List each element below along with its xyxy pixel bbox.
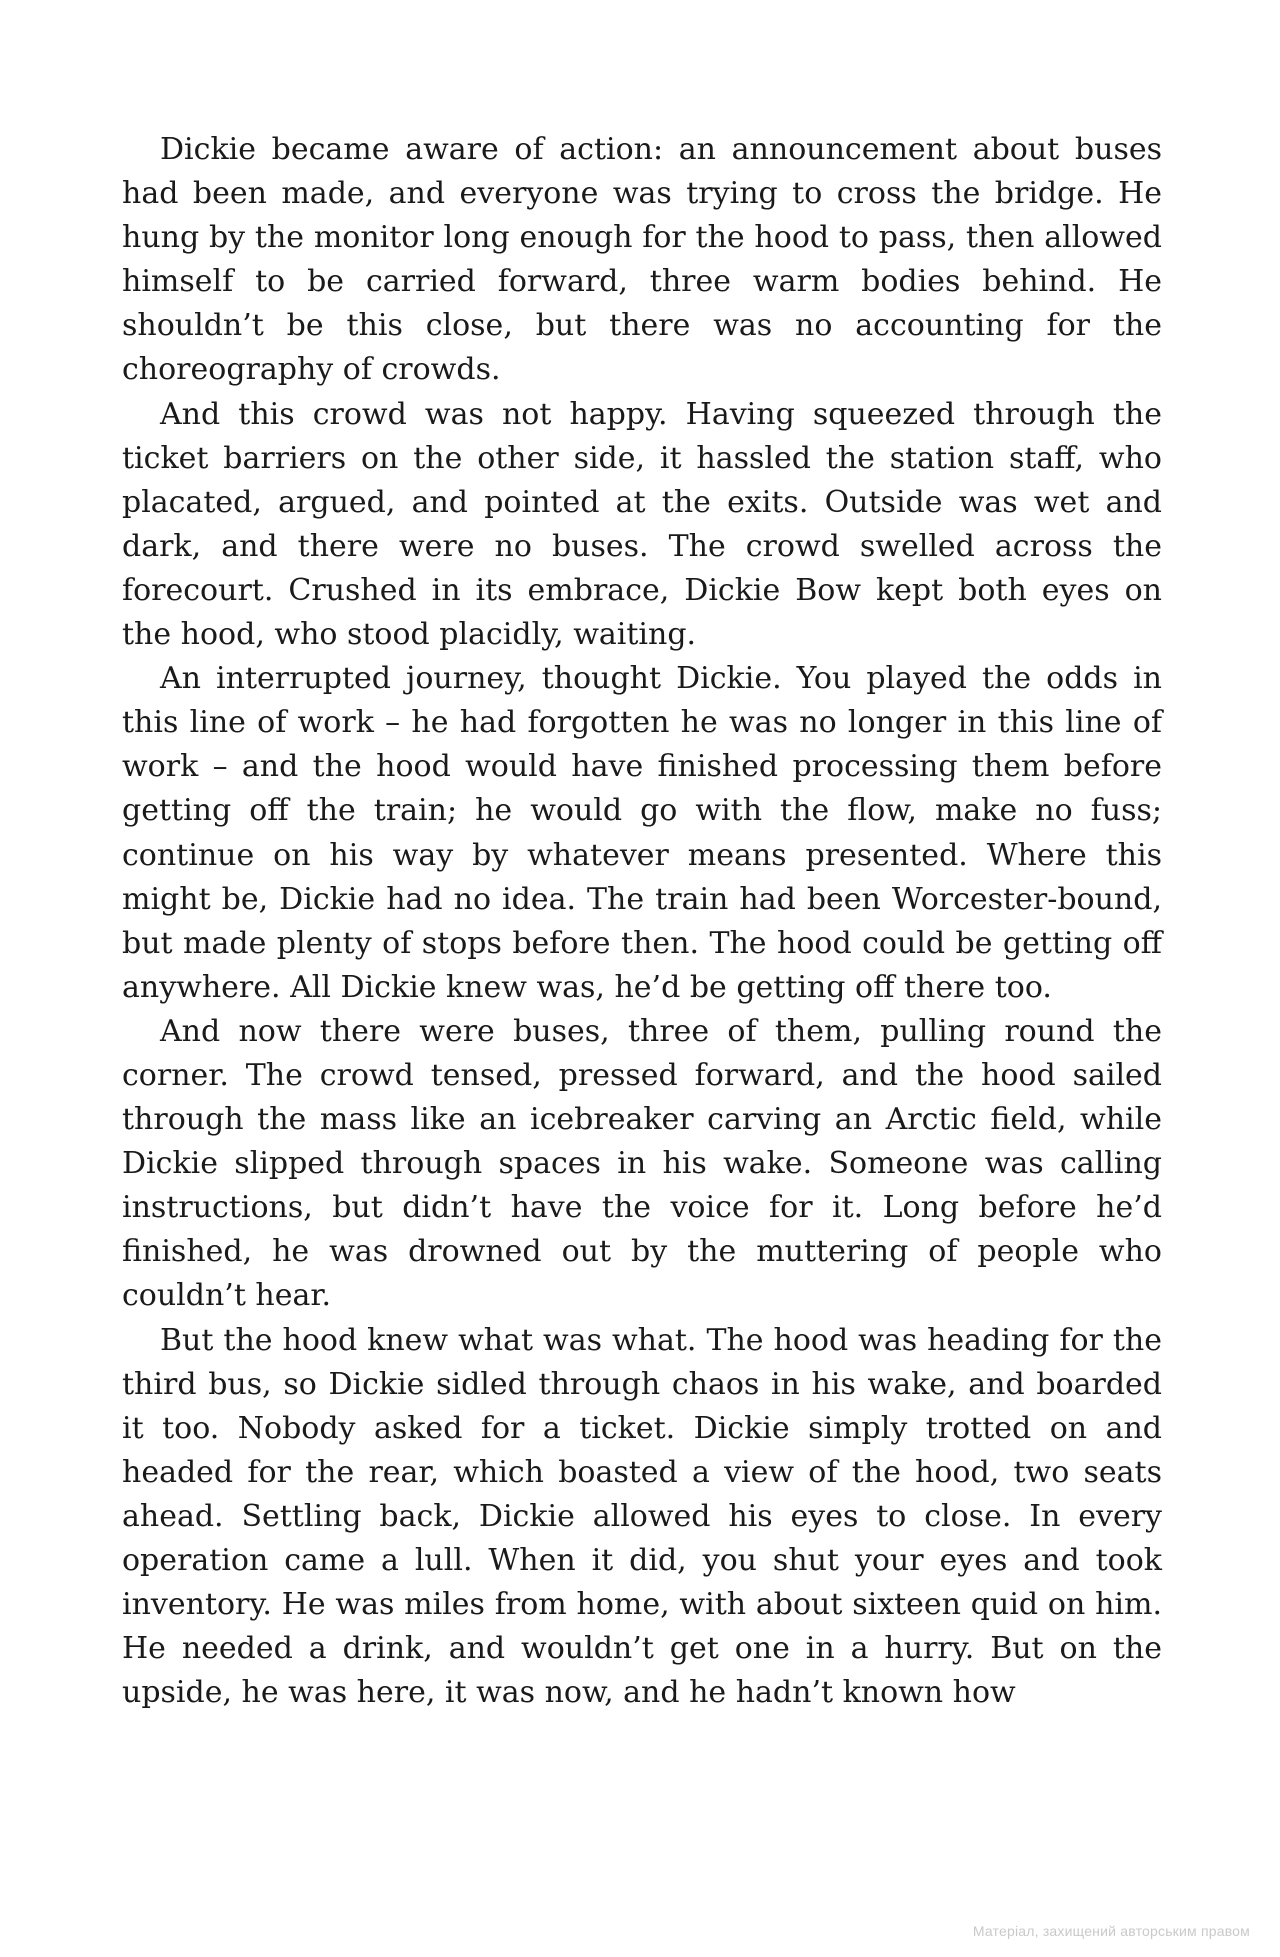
paragraph: But the hood knew what was what. The hood was heading for the third bus, so Dickie sidled through chaos in his wake, and boarded it too. Nobody asked for a ticket. Dickie simply trotted on and headed for the rear, which boasted a view of the hood, two seats ahead. Settling back, Dickie allowed his eyes to close. In every operation came a lull. When it did, you shut your eyes and took inventory. He was miles from home, with about sixteen quid on him. He needed a drink, and wouldn’t get one in a hurry. But on the upside, he was here, it was now, and he hadn’t known how bbox=[122, 1322, 1162, 1711]
paragraph: And now there were buses, three of them, pulling round the corner. The crowd tensed, pressed forward, and the hood sailed through the mass like an icebreaker carving an Arctic field, while Dickie slipped through spaces in his wake. Someone was calling instructions, but didn’t have the voice for it. Long before he’d finished, he was drowned out by the muttering of people who couldn’t hear. bbox=[122, 1013, 1162, 1314]
paragraph: And this crowd was not happy. Having squeezed through the ticket barriers on the other side, it hassled the station staff, who placated, argued, and pointed at the exits. Outside was wet and dark, and there were no buses. The crowd swelled across the forecourt. Crushed in its embrace, Dickie Bow kept both eyes on the hood, who stood placidly, waiting. bbox=[122, 396, 1162, 653]
paragraph: An interrupted journey, thought Dickie. You played the odds in this line of work – he had forgotten he was no longer in this line of work – and the hood would have finished processing them before getting off the train; he would go with the flow, make no fuss; continue on his way by whatever means presented. Where this might be, Dickie had no idea. The train had been Worcester-bound, but made plenty of stops before then. The hood could be getting off anywhere. All Dickie knew was, he’d be getting off there too. bbox=[122, 661, 1162, 1005]
paragraph: Dickie became aware of action: an announcement about buses had been made, and everyone was trying to cross the bridge. He hung by the monitor long enough for the hood to pass, then allowed himself to be carried forward, three warm bodies behind. He shouldn’t be this close, but there was no accounting for the choreography of crowds. bbox=[122, 132, 1162, 388]
copyright-watermark: Матеріал, захищений авторським правом bbox=[972, 1923, 1250, 1939]
book-page-text bbox=[122, 128, 1162, 1715]
